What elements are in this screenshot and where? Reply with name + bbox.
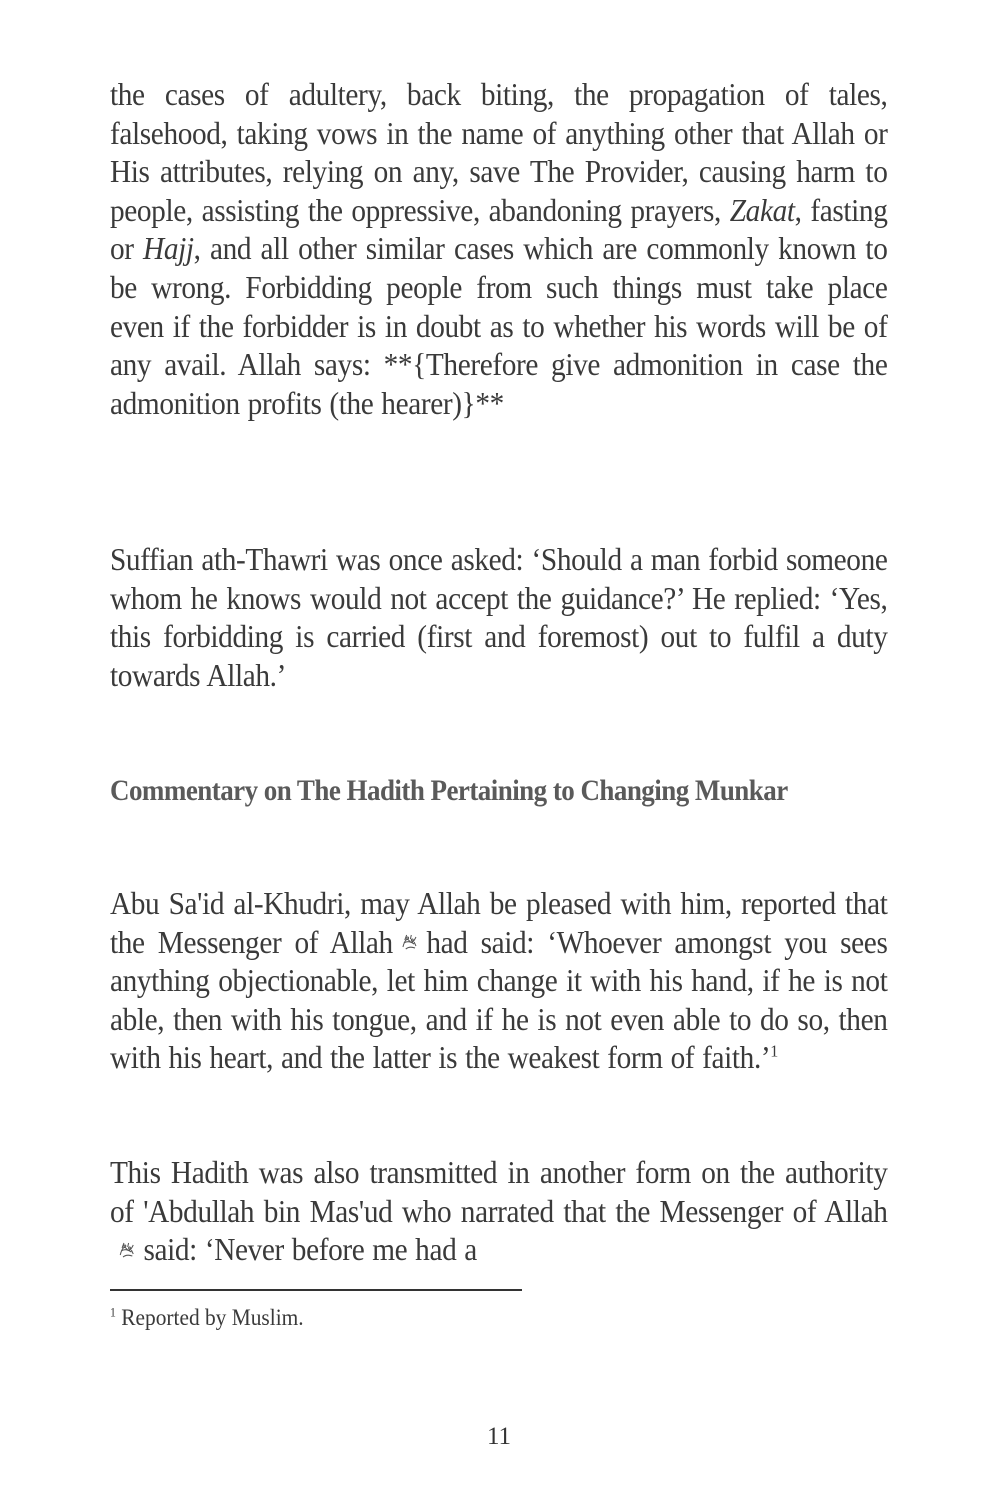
- footnote-reference[interactable]: 1: [770, 1041, 778, 1061]
- paragraph-text: said: ‘Never before me had a: [143, 1232, 477, 1268]
- footnote-marker: 1: [110, 1305, 116, 1320]
- paragraph-text: Suffian ath-Thawri was once asked: ‘Should a man forbid someone whom he knows would not accept the guidance?’ He replied: ‘Yes, this forbidding is carried (first and foremost) out to fulfil a duty towards Allah.’: [110, 542, 888, 693]
- page-number: 11: [486, 1423, 512, 1450]
- paragraph-abdullah-bin-masud: [110, 1154, 887, 1270]
- salla-calligraphy-icon: [117, 1240, 136, 1260]
- paragraph-text: This Hadith was also transmitted in another form on the authority of 'Abdullah bin Mas'ud who narrated that the Messenger of Allah: [110, 1155, 888, 1229]
- section-heading: Commentary on The Hadith Pertaining to Changing Munkar: [110, 774, 788, 807]
- paragraph-text: the cases of adultery, back biting, the propagation of tales, falsehood, taking vows in the name of anything other that Allah or His attributes, relying on any, save The Provider, causing harm to people, assisting the oppressive, abandoning prayers,: [110, 77, 888, 228]
- term-hajj: Hajj: [143, 231, 194, 267]
- paragraph-text: , fasting or: [110, 192, 888, 267]
- paragraph-text: Abu Sa'id al-Khudri, may Allah be pleased with him, reported that the Messenger of Allah: [110, 886, 888, 960]
- paragraph-abu-said-hadith: [110, 885, 887, 1078]
- footnote-text: Reported by Muslim.: [121, 1305, 304, 1330]
- footnote-divider: [110, 1289, 522, 1291]
- term-zakat: Zakat: [729, 192, 795, 228]
- paragraph-text: , and all other similar cases which are commonly known to be wrong. Forbidding people from such things must take place even if the forbidder is in doubt as to whether his words will be of any avail. Allah says: **{Therefore give admonition in case the admonition profits (the hearer)}**: [110, 231, 888, 421]
- footnote: [110, 1304, 304, 1332]
- paragraph-text: had said: ‘Whoever amongst you sees anything objectionable, let him change it with his hand, if he is not able, then with his tongue, and if he is not even able to do so, then with his heart, and the latter is the weakest form of faith.’: [110, 924, 888, 1076]
- paragraph-forbidding-wrongs: [110, 76, 887, 423]
- paragraph-suffian-ath-thawri: [110, 541, 887, 695]
- salla-calligraphy-icon: [400, 932, 419, 952]
